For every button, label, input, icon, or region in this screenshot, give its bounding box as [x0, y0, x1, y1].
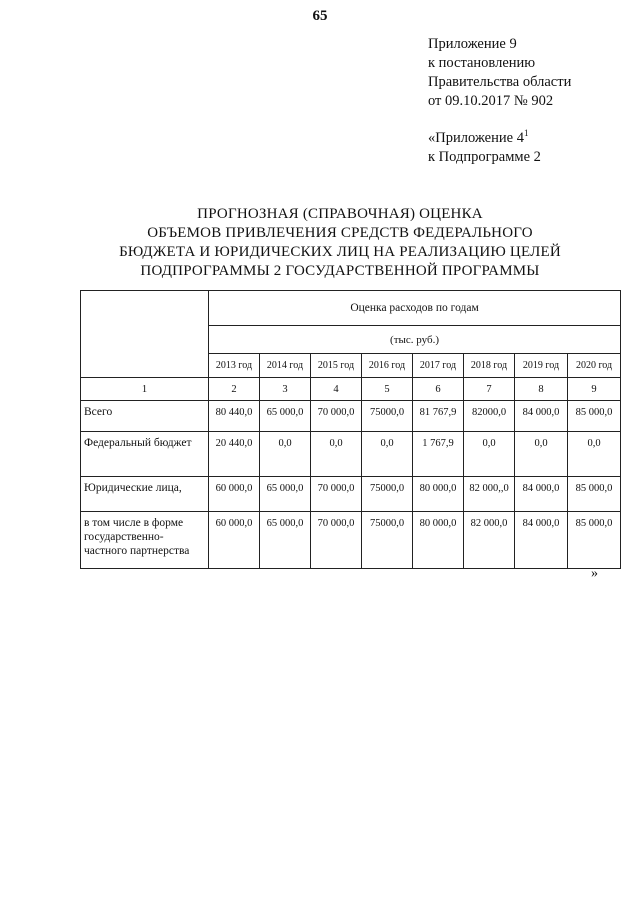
value-cell: 84 000,0: [515, 512, 568, 569]
value-cell: 0,0: [311, 432, 362, 477]
value-cell: 0,0: [260, 432, 311, 477]
value-cell: 82 000,0: [464, 512, 515, 569]
value-cell: 80 000,0: [413, 477, 464, 512]
value-cell: 82 000,,0: [464, 477, 515, 512]
appendix-line: Приложение 9: [428, 36, 517, 52]
table-row: [81, 512, 621, 569]
appendix-line: к постановлению: [428, 55, 536, 71]
value-cell: 0,0: [464, 432, 515, 477]
value-cell: 82000,0: [464, 401, 515, 432]
table-row: [81, 401, 621, 432]
document-title: [60, 205, 620, 281]
title-line: БЮДЖЕТА И ЮРИДИЧЕСКИХ ЛИЦ НА РЕАЛИЗАЦИЮ ЦЕЛЕЙ: [119, 244, 561, 260]
column-number-row: [81, 378, 621, 401]
value-cell: 1 767,9: [413, 432, 464, 477]
column-number: 5: [362, 378, 413, 401]
column-number: 2: [209, 378, 260, 401]
year-header: 2016 год: [362, 354, 413, 378]
column-number: 6: [413, 378, 464, 401]
value-cell: 85 000,0: [568, 477, 621, 512]
column-number: 9: [568, 378, 621, 401]
column-number: 3: [260, 378, 311, 401]
value-cell: 60 000,0: [209, 512, 260, 569]
page-number: 65: [312, 8, 328, 24]
budget-table: [80, 290, 621, 569]
title-line: ОБЪЕМОВ ПРИВЛЕЧЕНИЯ СРЕДСТВ ФЕДЕРАЛЬНОГО: [147, 225, 533, 241]
row-label: в том числе в форме государственно-частного партнерства: [81, 512, 209, 569]
value-cell: 80 000,0: [413, 512, 464, 569]
value-cell: 0,0: [362, 432, 413, 477]
table-row: [81, 477, 621, 512]
year-header: 2017 год: [413, 354, 464, 378]
value-cell: 65 000,0: [260, 512, 311, 569]
row-label: Всего: [81, 401, 209, 432]
value-cell: 0,0: [568, 432, 621, 477]
year-header: 2020 год: [568, 354, 621, 378]
value-cell: 75000,0: [362, 401, 413, 432]
header-row: [81, 291, 621, 326]
column-number: 8: [515, 378, 568, 401]
appendix-header: [428, 35, 571, 111]
value-cell: 60 000,0: [209, 477, 260, 512]
header-unit: (тыс. руб.): [209, 326, 621, 354]
row-label: Юридические лица,: [81, 477, 209, 512]
row-label: Федеральный бюджет: [81, 432, 209, 477]
value-cell: 70 000,0: [311, 401, 362, 432]
value-cell: 75000,0: [362, 477, 413, 512]
title-line: ПРОГНОЗНАЯ (СПРАВОЧНАЯ) ОЦЕНКА: [197, 206, 483, 222]
closing-quote: »: [591, 566, 598, 581]
title-line: ПОДПРОГРАММЫ 2 ГОСУДАРСТВЕННОЙ ПРОГРАММЫ: [140, 263, 540, 279]
appendix-ref-line: [428, 124, 541, 148]
header-main: Оценка расходов по годам: [209, 291, 621, 326]
appendix-ref-superscript: 1: [523, 128, 529, 138]
column-number: 7: [464, 378, 515, 401]
value-cell: 84 000,0: [515, 401, 568, 432]
year-header: 2019 год: [515, 354, 568, 378]
blank-header-cell: [81, 291, 209, 378]
value-cell: 20 440,0: [209, 432, 260, 477]
value-cell: 75000,0: [362, 512, 413, 569]
column-number: 4: [311, 378, 362, 401]
column-number: 1: [81, 378, 209, 401]
appendix-line: от 09.10.2017 № 902: [428, 93, 554, 109]
value-cell: 84 000,0: [515, 477, 568, 512]
value-cell: 85 000,0: [568, 512, 621, 569]
appendix-line: Правительства области: [428, 74, 572, 90]
year-header: 2013 год: [209, 354, 260, 378]
value-cell: 81 767,9: [413, 401, 464, 432]
year-header: 2015 год: [311, 354, 362, 378]
appendix-ref-line: к Подпрограмме 2: [428, 149, 541, 165]
value-cell: 65 000,0: [260, 401, 311, 432]
value-cell: 65 000,0: [260, 477, 311, 512]
value-cell: 0,0: [515, 432, 568, 477]
value-cell: 70 000,0: [311, 512, 362, 569]
year-header: 2014 год: [260, 354, 311, 378]
value-cell: 85 000,0: [568, 401, 621, 432]
table-row: [81, 432, 621, 477]
appendix-reference: [428, 124, 541, 167]
value-cell: 70 000,0: [311, 477, 362, 512]
appendix-ref-text: «Приложение 4: [428, 130, 524, 146]
year-header: 2018 год: [464, 354, 515, 378]
value-cell: 80 440,0: [209, 401, 260, 432]
